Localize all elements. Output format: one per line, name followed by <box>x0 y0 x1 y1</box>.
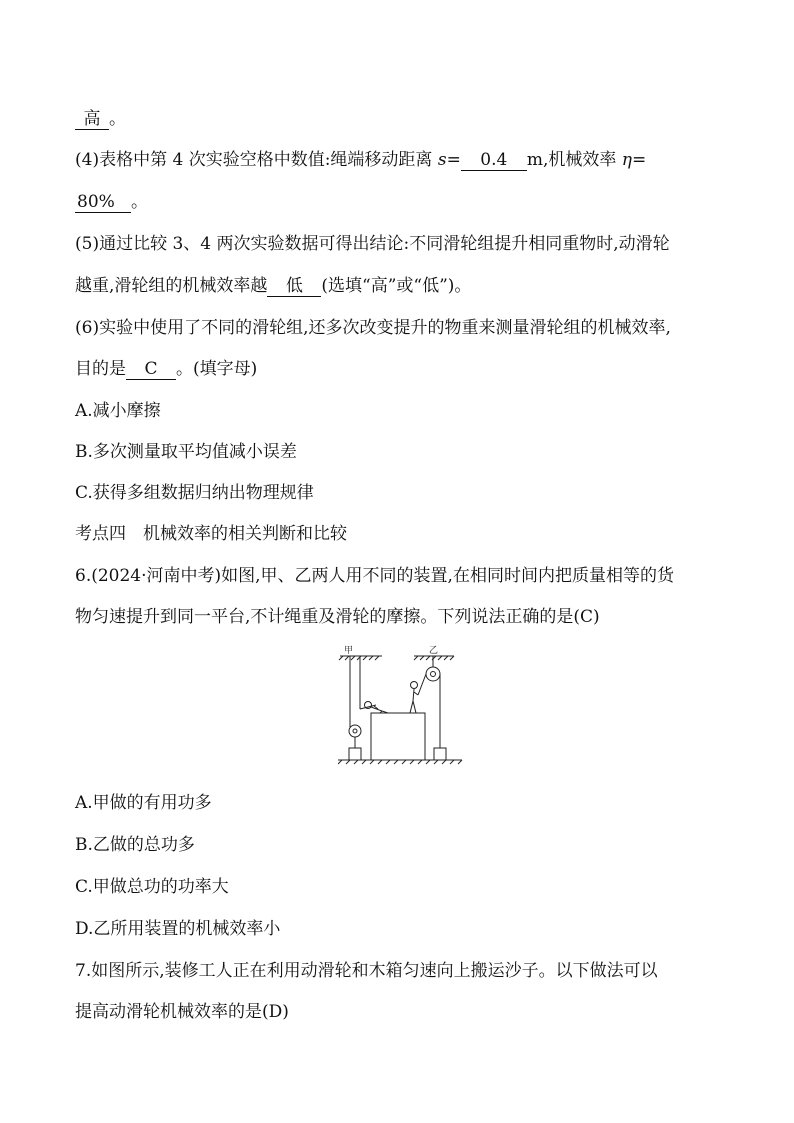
q5-part4-line1: (4)表格中第 4 次实验空格中数值:绳端移动距离 s= 0.4 m,机械效率 η= <box>75 150 647 170</box>
answer-blank-high: 高 <box>75 109 109 130</box>
q5-continuation-line: 高 。 <box>75 107 734 131</box>
q6-option-a: A.甲做的有用功多 <box>75 793 212 813</box>
section-title: 考点四 机械效率的相关判断和比较 <box>75 524 347 544</box>
q6-option-c: C.甲做总功的功率大 <box>75 877 229 897</box>
answer-blank-distance: 0.4 <box>461 150 527 171</box>
q5-part6-line2: 目的是 C 。(填字母) <box>75 359 258 379</box>
q5-part4-line2: 80% 。 <box>77 192 148 212</box>
q5-part5-line1: (5)通过比较 3、4 两次实验数据可得出结论:不同滑轮组提升相同重物时,动滑轮 <box>75 234 670 254</box>
q6-line1: 6.(2024·河南中考)如图,甲、乙两人用不同的装置,在相同时间内把质量相等的货 <box>75 566 674 586</box>
q6-option-d: D.乙所用装置的机械效率小 <box>75 919 281 939</box>
option-b: B.多次测量取平均值减小误差 <box>75 442 297 462</box>
q5-part5-line2: 越重,滑轮组的机械效率越 低 (选填“高”或“低”)。 <box>75 276 472 296</box>
answer-blank-low: 低 <box>267 276 321 297</box>
q6-line2: 物匀速提升到同一平台,不计绳重及滑轮的摩擦。下列说法正确的是(C) <box>75 607 600 627</box>
q7-line1: 7.如图所示,装修工人正在利用动滑轮和木箱匀速向上搬运沙子。以下做法可以 <box>75 961 658 981</box>
q5-part6-line1: (6)实验中使用了不同的滑轮组,还多次改变提升的物重来测量滑轮组的机械效率, <box>75 318 671 338</box>
pulley-figure <box>338 643 464 771</box>
option-a: A.减小摩擦 <box>75 401 161 421</box>
option-c: C.获得多组数据归纳出物理规律 <box>75 483 314 503</box>
answer-blank-efficiency: 80% <box>75 192 131 213</box>
pulley-diagram <box>338 643 464 771</box>
figure-label-left: 甲 <box>344 646 354 656</box>
answer-blank-purpose: C <box>126 359 176 380</box>
figure-label-right: 乙 <box>429 646 439 656</box>
q6-option-b: B.乙做的总功多 <box>75 835 195 855</box>
q7-line2: 提高动滑轮机械效率的是(D) <box>75 1002 289 1022</box>
